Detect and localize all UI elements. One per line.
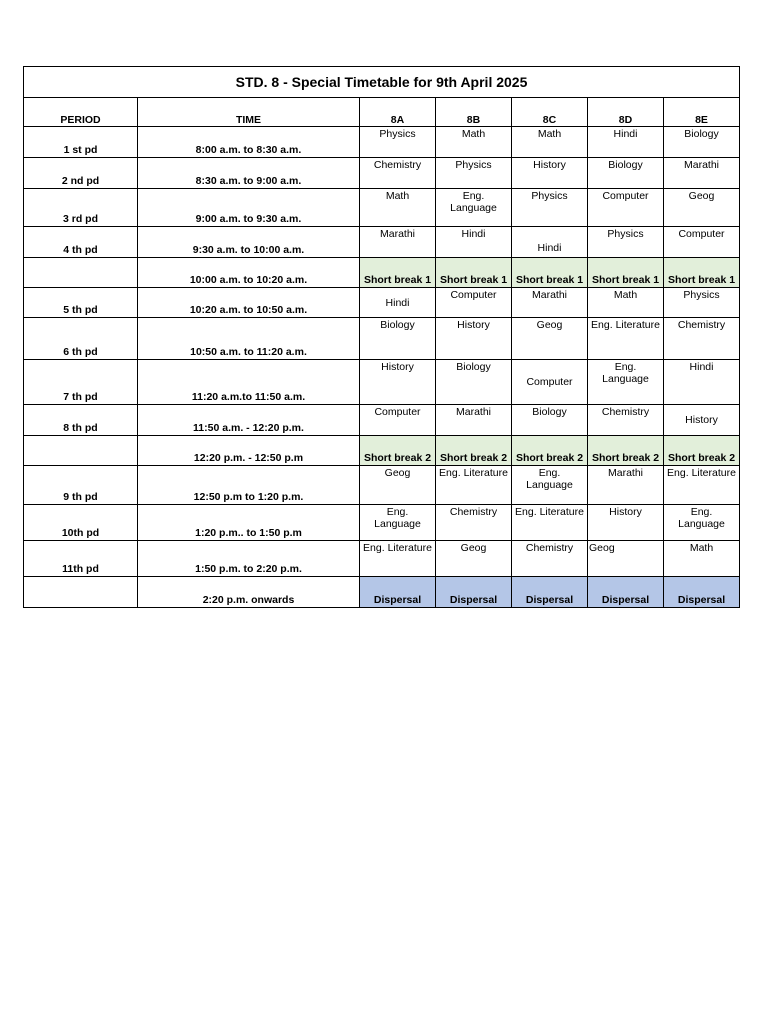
subject-cell: Hindi [436, 227, 512, 258]
subject-cell: Dispersal [360, 577, 436, 608]
period-row [24, 288, 740, 318]
class-header-8e: 8E [664, 98, 740, 127]
subject-cell: Math [664, 541, 740, 577]
period-cell: 1 st pd [24, 127, 138, 158]
time-cell: 1:50 p.m. to 2:20 p.m. [138, 541, 360, 577]
subject-cell: Biology [360, 318, 436, 360]
time-cell: 1:20 p.m.. to 1:50 p.m [138, 505, 360, 541]
class-header-8c: 8C [512, 98, 588, 127]
break-row [24, 258, 740, 288]
time-cell: 12:50 p.m to 1:20 p.m. [138, 466, 360, 505]
period-row [24, 189, 740, 227]
class-header-8d: 8D [588, 98, 664, 127]
period-cell: 2 nd pd [24, 158, 138, 189]
subject-cell: Eng. Language [436, 189, 512, 227]
period-cell [24, 436, 138, 466]
subject-cell: Chemistry [588, 405, 664, 436]
period-cell [24, 577, 138, 608]
subject-cell: Eng. Literature [588, 318, 664, 360]
break-row [24, 436, 740, 466]
subject-cell: Biology [664, 127, 740, 158]
class-header-8b: 8B [436, 98, 512, 127]
subject-cell: Chemistry [436, 505, 512, 541]
subject-cell: Chemistry [360, 158, 436, 189]
subject-cell: Hindi [588, 127, 664, 158]
subject-cell: Marathi [588, 466, 664, 505]
subject-cell: Dispersal [588, 577, 664, 608]
period-row [24, 466, 740, 505]
period-cell: 4 th pd [24, 227, 138, 258]
period-cell: 3 rd pd [24, 189, 138, 227]
subject-cell: Short break 1 [436, 258, 512, 288]
subject-cell: History [360, 360, 436, 405]
time-header: TIME [138, 98, 360, 127]
subject-cell: Computer [360, 405, 436, 436]
period-header: PERIOD [24, 98, 138, 127]
period-row [24, 360, 740, 405]
subject-cell: Biology [588, 158, 664, 189]
period-row [24, 541, 740, 577]
period-cell: 5 th pd [24, 288, 138, 318]
timetable [23, 66, 740, 608]
subject-cell: Physics [512, 189, 588, 227]
subject-cell: History [588, 505, 664, 541]
subject-cell: Computer [664, 227, 740, 258]
subject-cell: Biology [512, 405, 588, 436]
time-cell: 12:20 p.m. - 12:50 p.m [138, 436, 360, 466]
subject-cell: Math [588, 288, 664, 318]
time-cell: 2:20 p.m. onwards [138, 577, 360, 608]
subject-cell: Dispersal [436, 577, 512, 608]
page-title: STD. 8 - Special Timetable for 9th April 2025 [24, 67, 740, 98]
subject-cell: Short break 1 [512, 258, 588, 288]
subject-cell: Short break 1 [360, 258, 436, 288]
period-row [24, 318, 740, 360]
period-row [24, 158, 740, 189]
subject-cell: Hindi [512, 227, 588, 258]
time-cell: 9:00 a.m. to 9:30 a.m. [138, 189, 360, 227]
subject-cell: Physics [664, 288, 740, 318]
subject-cell: Geog [512, 318, 588, 360]
subject-cell: Short break 2 [664, 436, 740, 466]
subject-cell: Short break 2 [588, 436, 664, 466]
subject-cell: Dispersal [664, 577, 740, 608]
time-cell: 10:50 a.m. to 11:20 a.m. [138, 318, 360, 360]
dispersal-row [24, 577, 740, 608]
subject-cell: Physics [588, 227, 664, 258]
time-cell: 11:20 a.m.to 11:50 a.m. [138, 360, 360, 405]
subject-cell: Math [512, 127, 588, 158]
subject-cell: Computer [436, 288, 512, 318]
period-cell: 6 th pd [24, 318, 138, 360]
subject-cell: Short break 1 [664, 258, 740, 288]
subject-cell: Marathi [512, 288, 588, 318]
subject-cell: Eng. Language [588, 360, 664, 405]
subject-cell: Geog [588, 541, 664, 577]
time-cell: 10:20 a.m. to 10:50 a.m. [138, 288, 360, 318]
subject-cell: Geog [436, 541, 512, 577]
period-row [24, 227, 740, 258]
subject-cell: Geog [664, 189, 740, 227]
subject-cell: Math [360, 189, 436, 227]
period-cell: 11th pd [24, 541, 138, 577]
subject-cell: Math [436, 127, 512, 158]
period-cell: 10th pd [24, 505, 138, 541]
subject-cell: Eng. Literature [360, 541, 436, 577]
subject-cell: Short break 2 [436, 436, 512, 466]
subject-cell: Eng. Literature [436, 466, 512, 505]
subject-cell: History [436, 318, 512, 360]
subject-cell: Eng. Language [360, 505, 436, 541]
time-cell: 10:00 a.m. to 10:20 a.m. [138, 258, 360, 288]
subject-cell: Physics [436, 158, 512, 189]
subject-cell: Marathi [664, 158, 740, 189]
subject-cell: Eng. Language [512, 466, 588, 505]
time-cell: 8:30 a.m. to 9:00 a.m. [138, 158, 360, 189]
subject-cell: Eng. Literature [664, 466, 740, 505]
subject-cell: History [664, 405, 740, 436]
subject-cell: Computer [588, 189, 664, 227]
subject-cell: Eng. Language [664, 505, 740, 541]
period-row [24, 505, 740, 541]
period-row [24, 405, 740, 436]
subject-cell: Physics [360, 127, 436, 158]
subject-cell: Short break 2 [512, 436, 588, 466]
subject-cell: Hindi [360, 288, 436, 318]
class-header-8a: 8A [360, 98, 436, 127]
subject-cell: Marathi [436, 405, 512, 436]
period-cell: 8 th pd [24, 405, 138, 436]
subject-cell: Geog [360, 466, 436, 505]
subject-cell: Hindi [664, 360, 740, 405]
subject-cell: History [512, 158, 588, 189]
subject-cell: Short break 1 [588, 258, 664, 288]
subject-cell: Computer [512, 360, 588, 405]
period-cell: 7 th pd [24, 360, 138, 405]
subject-cell: Chemistry [664, 318, 740, 360]
time-cell: 8:00 a.m. to 8:30 a.m. [138, 127, 360, 158]
period-cell [24, 258, 138, 288]
period-row [24, 127, 740, 158]
subject-cell: Dispersal [512, 577, 588, 608]
time-cell: 9:30 a.m. to 10:00 a.m. [138, 227, 360, 258]
subject-cell: Biology [436, 360, 512, 405]
subject-cell: Eng. Literature [512, 505, 588, 541]
period-cell: 9 th pd [24, 466, 138, 505]
subject-cell: Short break 2 [360, 436, 436, 466]
header-row [24, 98, 740, 127]
subject-cell: Chemistry [512, 541, 588, 577]
subject-cell: Marathi [360, 227, 436, 258]
time-cell: 11:50 a.m. - 12:20 p.m. [138, 405, 360, 436]
